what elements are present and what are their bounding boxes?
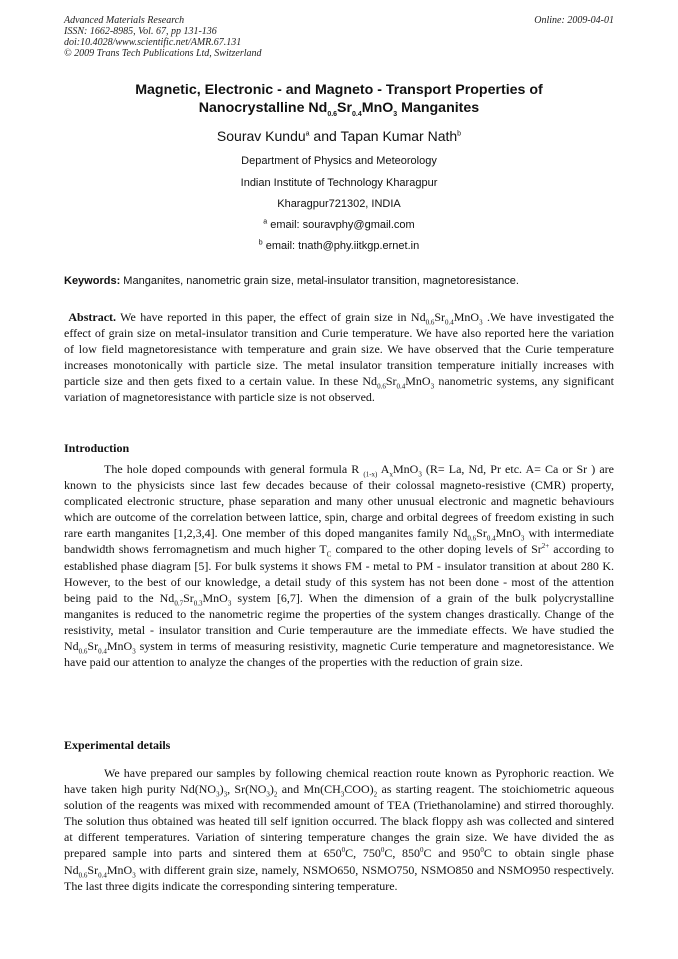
author-2: Tapan Kumar Nath — [340, 128, 458, 144]
keywords — [64, 274, 624, 288]
online-date: Online: 2009-04-01 — [534, 15, 614, 26]
introduction-heading: Introduction — [64, 441, 130, 455]
affiliation-department: Department of Physics and Meteorology — [241, 155, 437, 167]
affiliation-city: Kharagpur721302, INDIA — [277, 198, 401, 210]
experimental-heading: Experimental details — [64, 738, 171, 752]
abstract-paragraph: Abstract. We have reported in this paper, the effect of grain size in $Nd_{0.6}Sr_{0.4}MnO_3$ .We have investigated the effect of grain size on metal-insulator transition and Curie temperature. We have also reported here the variation of low field magnetoresistance with temperature and grain size. We have observed that the Curie temperature increases monotonically with particle size. The metal insulator transition temperature initially increases with particle size and then gets fixed to a certain value. In these $Nd_{0.6}Sr_{0.4}MnO_3$ nanometric systems, any significant variation of magnetoresistance with particle size is not observed. — [64, 310, 614, 405]
email-a: $^a$ email: souravphy@gmail.com — [263, 218, 415, 231]
author-list: Sourav Kundu$^a$ and Tapan Kumar Nath$^b$ — [216, 128, 462, 144]
paper-title — [60, 81, 618, 117]
introduction-paragraph: The hole doped compounds with general formula R $_{(1-x)}$ $A_xMnO_3$ (R= La, Nd, Pr etc. A= Ca or Sr ) are known to the physicists since last few decades because of their colossal magneto-resistive (CMR) property, complicated electronic structure, phase separation and many other unusual electronic and magnetic behaviours which are outcome of the correlation between lattice, spin, charge and orbital degrees of freedom existing in such rare earth manganites [1,2,3,4]. One member of this doped manganites family $Nd_{0.6}Sr_{0.4}MnO_3$ with intermediate bandwidth shows ferromagnetism and much higher $T_C$ compared to the other doping levels of $Sr^{2+}$ according to established phase diagram [5]. For bulk systems it shows FM - metal to PM - insulator transition at about 280 K. However, to the best of our knowledge, a detail study of this system has not been done - most of the attention being paid to the $Nd_{0.7}Sr_{0.3}MnO_3$ system [6,7]. When the dimension of a grain of the bulk polycrystalline manganites is reduced to the nanometric regime the properties of the system changes drastically. Change of the resistivity, metal - insulator transition and Curie temperauture are the immediate effects. We have studied the $Nd_{0.6}Sr_{0.4}MnO_3$ system in terms of measuring resistivity, magnetic Curie temperature and magnetoresistance. We have paid our attention to analyze the changes of the properties with the reduction of grain size. — [64, 462, 615, 670]
title-line-1: Magnetic, Electronic - and Magneto - Transport Properties of — [135, 82, 543, 98]
experimental-paragraph: We have prepared our samples by following chemical reaction route known as Pyrophoric reaction. We have taken high purity $Nd(NO_3)_3$, $Sr(NO_3)_2$ and $Mn(CH_3COO)_2$ as starting reagent. The stoichiometric aqueous solution of the reagents was mixed with recommended amount of TEA (Triethanolamine) and stirred thoroughly. The solution thus obtained was heated till self ignition occurred. The black floppy ash was collected and sintered at different temperatures. Variation of sintering temperature changes the grain size. We have divided the as prepared sample into parts and sintered them at $650^0C$, $750^0C$, $850^0C$ and $950^0C$ to obtain single phase $Nd_{0.6}Sr_{0.4}MnO_3$ with different grain size, namely, NSMO650, NSMO750, NSMO850 and NSMO950 respectively. The last three digits indicate the corresponding sintering temperature. — [64, 766, 614, 893]
affiliation-institute: Indian Institute of Technology Kharagpur — [240, 177, 438, 189]
abstract-label: Abstract. — [68, 310, 117, 324]
doi-line: doi:10.4028/www.scientific.net/AMR.67.131 — [64, 37, 242, 48]
journal-name: Advanced Materials Research — [64, 15, 185, 26]
keywords-label: Keywords: — [64, 275, 121, 287]
author-1: Sourav Kundu — [216, 128, 306, 144]
issn-line: ISSN: 1662-8985, Vol. 67, pp 131-136 — [64, 26, 217, 37]
copyright-line: © 2009 Trans Tech Publications Ltd, Switzerland — [64, 48, 262, 59]
keywords-text: Manganites, nanometric grain size, metal-insulator transition, magnetoresistance. — [120, 275, 519, 287]
title-line-2: Nanocrystalline $Nd_{0.6}Sr_{0.4}MnO_3$ Manganites — [198, 100, 480, 118]
journal-header — [64, 15, 262, 59]
email-b: $^b$ email: tnath@phy.iitkgp.ernet.in — [258, 239, 420, 252]
